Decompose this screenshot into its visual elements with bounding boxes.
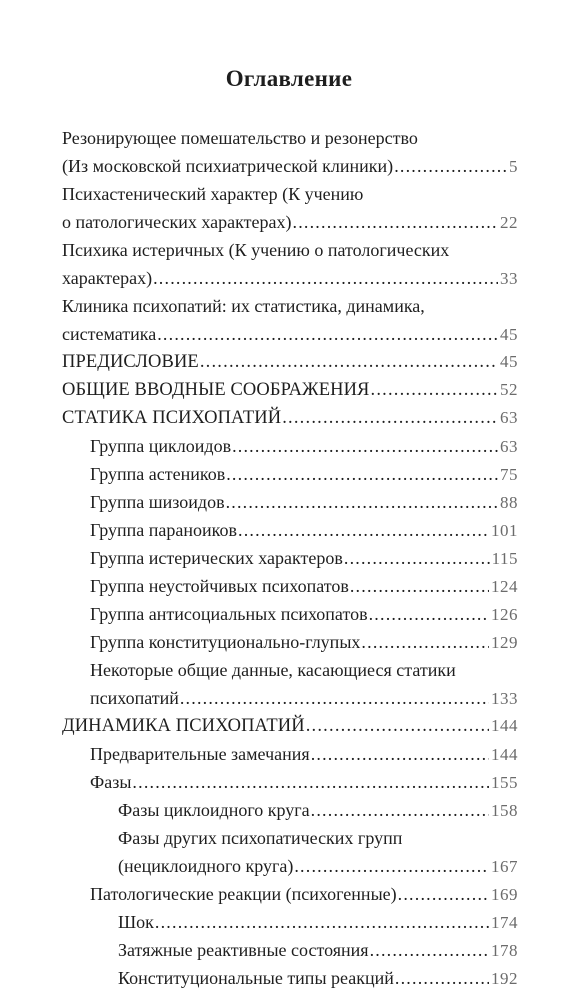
toc-entry-text: Группа истерических характеров — [90, 548, 343, 568]
dot-leader — [306, 712, 489, 740]
dot-leader — [370, 936, 489, 964]
toc-entry-text: систематика — [62, 324, 157, 344]
toc-line — [90, 544, 518, 572]
toc-line — [118, 824, 518, 852]
toc-line — [62, 208, 518, 236]
toc-page-number: 101 — [491, 521, 518, 540]
toc-entry-text: ОБЩИЕ ВВОДНЫЕ СООБРАЖЕНИЯ — [62, 380, 370, 400]
toc-line — [90, 572, 518, 600]
toc-entry-text: Клиника психопатий: их статистика, динамика, — [62, 296, 425, 316]
toc-page-number: 115 — [491, 549, 518, 568]
toc-entry-text: Группа циклоидов — [90, 436, 232, 456]
toc-page-number: 144 — [491, 745, 518, 764]
toc-page-number: 52 — [500, 380, 518, 399]
toc-page-number: 45 — [500, 352, 518, 371]
dot-leader — [232, 432, 498, 460]
toc-page-number: 5 — [509, 157, 518, 176]
toc-line — [118, 852, 518, 880]
toc-page-number: 155 — [491, 773, 518, 792]
dot-leader — [282, 404, 498, 432]
toc-entry-text: Предварительные замечания — [90, 744, 310, 764]
toc-entry-text: Патологические реакции (психогенные) — [90, 884, 397, 904]
dot-leader — [200, 348, 498, 376]
toc-entry-text: Психастенический характер (К учению — [62, 184, 364, 204]
toc-line — [62, 320, 518, 348]
dot-leader — [293, 208, 499, 236]
page-title: Оглавление — [225, 66, 353, 91]
toc-entry-text: о патологических характерах) — [62, 212, 292, 232]
toc-line — [62, 348, 518, 376]
toc-line — [90, 600, 518, 628]
toc-page-number: 133 — [491, 689, 518, 708]
toc-line — [62, 292, 518, 320]
toc-page-number: 22 — [500, 213, 518, 232]
dot-leader — [394, 152, 507, 180]
dot-leader — [369, 600, 489, 628]
toc-line — [90, 516, 518, 544]
toc-entry-text: ДИНАМИКА ПСИХОПАТИЙ — [62, 716, 305, 736]
toc-page-number: 178 — [491, 941, 518, 960]
toc-entry-text: ПРЕДИСЛОВИЕ — [62, 352, 199, 372]
toc-page-number: 88 — [500, 493, 518, 512]
toc-page-number: 33 — [500, 269, 518, 288]
toc-entry-text: психопатий — [90, 688, 179, 708]
toc-line — [118, 908, 518, 936]
toc-entry-text: Некоторые общие данные, касающиеся статики — [90, 660, 456, 680]
toc-line — [90, 768, 518, 796]
toc-line — [62, 124, 518, 152]
toc-page-number: 124 — [491, 577, 518, 596]
toc-page-number: 144 — [491, 716, 518, 735]
toc-page-number: 167 — [491, 857, 518, 876]
toc-entry-text: (нециклоидного круга) — [118, 856, 294, 876]
toc-entry-text: Фазы циклоидного круга — [118, 800, 310, 820]
toc-line — [90, 684, 518, 712]
toc-line — [62, 264, 518, 292]
toc-entry-text: Психика истеричных (К учению о патологических — [62, 240, 450, 260]
toc-entry-text: характерах) — [62, 268, 153, 288]
toc-entry-text: Группа астеников — [90, 464, 226, 484]
toc-entry-text: Шок — [118, 912, 154, 932]
dot-leader — [371, 376, 499, 404]
toc-page-number: 63 — [500, 408, 518, 427]
toc-page-number: 75 — [500, 465, 518, 484]
dot-leader — [311, 740, 489, 768]
toc-entry-text: СТАТИКА ПСИХОПАТИЙ — [62, 408, 282, 428]
toc-line — [90, 628, 518, 656]
toc-line — [62, 180, 518, 208]
dot-leader — [132, 768, 489, 796]
toc-line — [90, 740, 518, 768]
toc-line — [118, 936, 518, 964]
dot-leader — [226, 460, 498, 488]
toc-page-number: 174 — [491, 913, 518, 932]
dot-leader — [350, 572, 489, 600]
dot-leader — [398, 880, 489, 908]
toc-entry-text: Фазы — [90, 772, 132, 792]
toc-line — [62, 712, 518, 740]
toc-entry-text: Группа шизоидов — [90, 492, 225, 512]
toc-line — [62, 236, 518, 264]
dot-leader — [395, 964, 489, 992]
toc-entry-text: Фазы других психопатических групп — [118, 828, 403, 848]
toc-entry-text: (Из московской психиатрической клиники) — [62, 156, 394, 176]
toc-line — [90, 488, 518, 516]
dot-leader — [155, 908, 489, 936]
toc-entry-text: Группа конституционально-глупых — [90, 632, 361, 652]
toc-line — [62, 404, 518, 432]
toc-page-number: 129 — [491, 633, 518, 652]
toc-line — [118, 964, 518, 992]
toc-line — [62, 376, 518, 404]
toc-line — [62, 152, 518, 180]
toc-page-number: 169 — [491, 885, 518, 904]
toc-entry-text: Затяжные реактивные состояния — [118, 940, 369, 960]
toc-page-number: 45 — [500, 325, 518, 344]
dot-leader — [157, 320, 498, 348]
toc-line — [90, 460, 518, 488]
toc-line — [90, 656, 518, 684]
toc-entry-text: Группа антисоциальных психопатов — [90, 604, 368, 624]
dot-leader — [344, 544, 490, 572]
toc-line — [90, 880, 518, 908]
dot-leader — [226, 488, 498, 516]
toc-page-number: 126 — [491, 605, 518, 624]
toc-line — [90, 432, 518, 460]
toc-entry-text: Группа параноиков — [90, 520, 237, 540]
dot-leader — [361, 628, 489, 656]
toc-entry-text: Конституциональные типы реакций — [118, 968, 394, 988]
toc-page-number: 158 — [491, 801, 518, 820]
dot-leader — [180, 684, 489, 712]
toc-line — [118, 796, 518, 824]
toc-page-number: 63 — [500, 437, 518, 456]
toc-entry-text: Группа неустойчивых психопатов — [90, 576, 349, 596]
dot-leader — [238, 516, 489, 544]
dot-leader — [153, 264, 498, 292]
dot-leader — [311, 796, 489, 824]
dot-leader — [294, 852, 489, 880]
toc-entry-text: Резонирующее помешательство и резонерство — [62, 128, 418, 148]
toc-page-number: 192 — [491, 969, 518, 988]
